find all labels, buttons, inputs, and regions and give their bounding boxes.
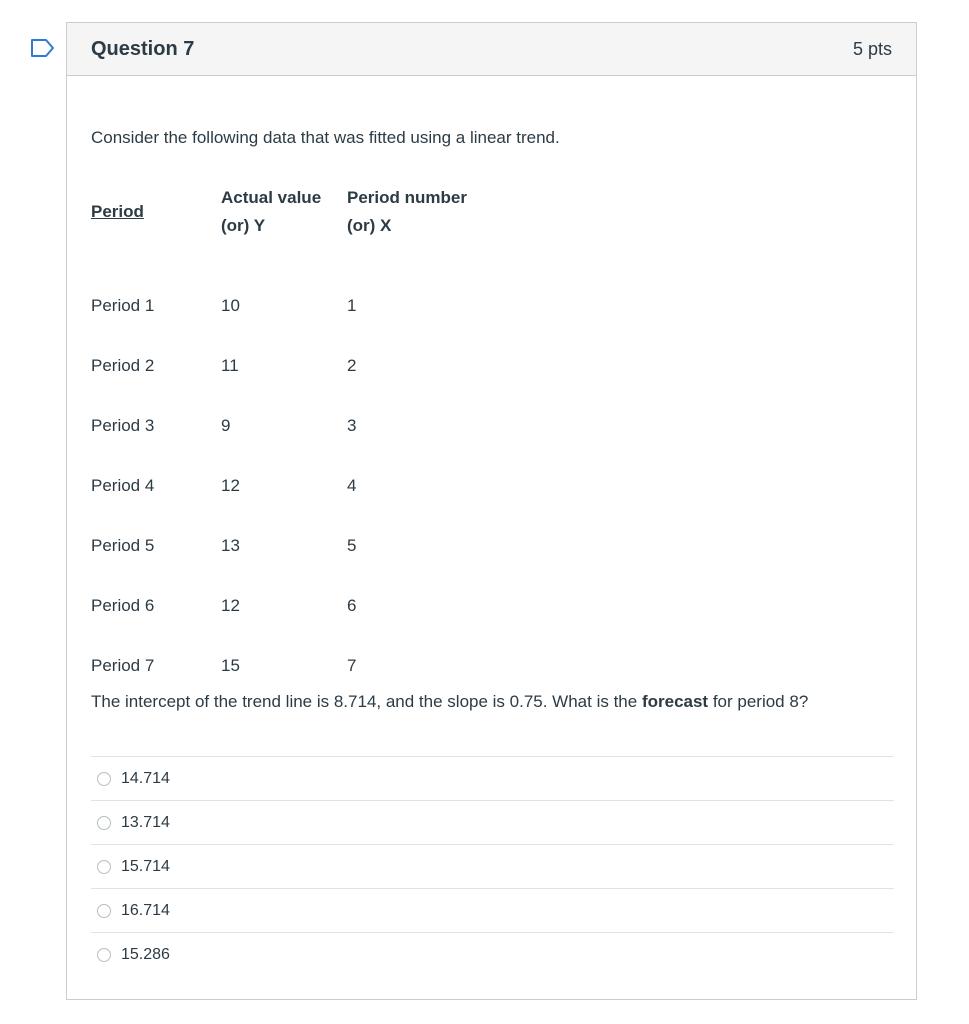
header-period: Period [91,202,144,221]
radio-button[interactable] [97,948,111,962]
cell-y: 12 [221,476,240,495]
cell-y: 12 [221,596,240,615]
answer-option[interactable] [91,800,894,844]
cell-x: 1 [347,296,357,315]
prompt-emphasis: forecast [641,692,709,711]
header-actual-value: Actual value (or) Y [221,188,322,235]
bookmark-flag-icon[interactable] [30,38,56,58]
cell-x: 2 [347,356,357,375]
answer-label: 13.714 [121,813,170,831]
table-row [91,244,507,336]
question-card [66,22,917,1000]
question-intro: Consider the following data that was fitted using a linear trend. [91,128,560,147]
cell-y: 11 [221,356,239,375]
table-row [91,576,507,636]
radio-button[interactable] [97,904,111,918]
question-title: Question 7 [91,37,195,60]
cell-period: Period 3 [91,416,155,435]
cell-period: Period 7 [91,656,155,675]
answer-label: 14.714 [121,769,170,787]
answer-list [91,756,894,976]
question-prompt: The intercept of the trend line is 8.714, and the slope is 0.75. What is the forecast for period 8? [91,692,809,711]
cell-x: 6 [347,596,357,615]
cell-x: 5 [347,536,357,555]
table-header-row [91,180,507,244]
cell-period: Period 5 [91,536,155,555]
radio-button[interactable] [97,772,111,786]
answer-label: 16.714 [121,901,170,919]
cell-x: 3 [347,416,357,435]
table-row [91,456,507,516]
answer-option[interactable] [91,844,894,888]
answer-label: 15.714 [121,857,170,875]
cell-y: 15 [221,656,240,675]
cell-y: 10 [221,296,240,315]
table-row [91,336,507,396]
question-points: 5 pts [852,38,892,59]
cell-period: Period 1 [91,296,155,315]
cell-x: 4 [347,476,357,495]
cell-period: Period 4 [91,476,155,495]
cell-y: 9 [221,416,231,435]
data-table [91,180,507,696]
cell-y: 13 [221,536,240,555]
question-header [67,23,916,76]
table-row [91,516,507,576]
answer-option[interactable] [91,932,894,976]
radio-button[interactable] [97,816,111,830]
radio-button[interactable] [97,860,111,874]
cell-period: Period 6 [91,596,155,615]
table-row [91,636,507,696]
answer-label: 15.286 [121,945,170,963]
header-period-number: Period number (or) X [347,188,467,235]
table-row [91,396,507,456]
answer-option[interactable] [91,756,894,800]
answer-option[interactable] [91,888,894,932]
cell-period: Period 2 [91,356,155,375]
cell-x: 7 [347,656,357,675]
